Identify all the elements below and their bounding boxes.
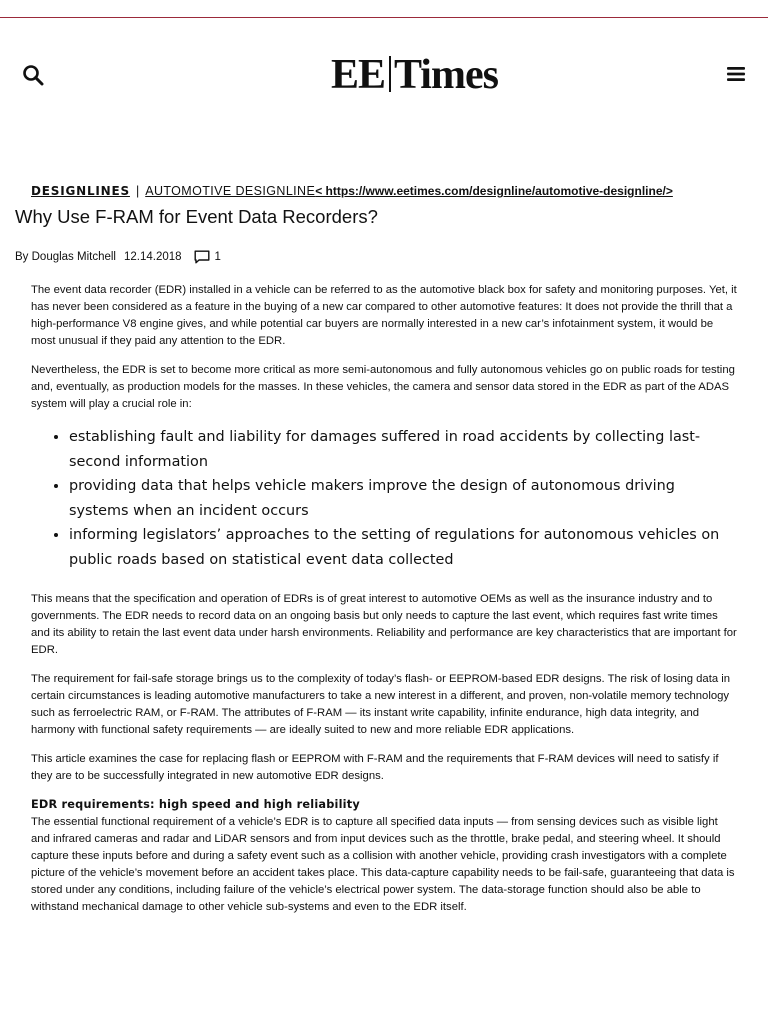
logo-text-times: Times (394, 52, 498, 98)
breadcrumb-separator: | (135, 184, 140, 198)
article-body (31, 282, 737, 928)
article-paragraph: The requirement for fail-safe storage brings us to the complexity of today’s flash- or EEPROM-based EDR designs. The risk of losing data in certain circumstances is leading automotive manufacturers to take a new interest in a different, and proven, non-volatile memory technology such as ferroelectric RAM, or F-RAM. The attributes of F-RAM — its instant write capability, infinite endurance, high data integrity, and harmony with functional safety requirements — are ideally suited to new and more reliable EDR applications. (31, 673, 731, 736)
breadcrumb-automotive-designline-link[interactable]: AUTOMOTIVE DESIGNLINE (145, 184, 316, 198)
article-title: Why Use F-RAM for Event Data Recorders? (15, 206, 378, 227)
logo-divider (389, 56, 391, 92)
list-item: • establishing fault and liability for damages suffered in road accidents by collecting last-second information (69, 425, 737, 474)
list-item: • providing data that helps vehicle makers improve the design of autonomous driving systems when an incident occurs (69, 474, 737, 523)
search-icon[interactable] (22, 64, 44, 86)
article-paragraph: The essential functional requirement of a vehicle’s EDR is to capture all specified data inputs — from sensing devices such as visible light and infrared cameras and radar and LiDAR sensors and from input devices such as the throttle, brake pedal, and steering wheel. It should capture these inputs before and during a safety event such as a collision with another vehicle, providing crash investigators with a complete picture of the vehicle’s movement before an accident takes place. This data-capture capability needs to be fail-safe, guaranteeing that data is stored under any conditions, including failure of the vehicle’s electrical power system. The data-storage function should also be able to withstand mechanical damage to other vehicle sub-systems and even to the EDR itself. (31, 816, 735, 913)
section-subheading: EDR requirements: high speed and high reliability (31, 798, 360, 811)
logo-text-ee: EE (331, 52, 386, 98)
site-header (0, 18, 768, 118)
breadcrumb-url-link[interactable]: < https://www.eetimes.com/designline/automotive-designline/> (315, 184, 673, 198)
site-logo[interactable] (331, 51, 498, 99)
list-item: • informing legislators’ approaches to the setting of regulations for autonomous vehicles on public roads based on statistical event data collected (69, 523, 737, 572)
breadcrumb (31, 184, 673, 198)
bullet-list (31, 425, 737, 572)
article-paragraph: The event data recorder (EDR) installed in a vehicle can be referred to as the automotive black box for safety and monitoring purposes. Yet, it has never been considered as a feature in the buying of a new car compared to other automotive features: It does not provide the thrill that a high-performance V8 engine gives, and while potential car buyers are normally interested in a new car’s infotainment system, it would be most unusual if they paid any attention to the EDR. (31, 284, 737, 347)
breadcrumb-designlines-link[interactable]: DESIGNLINES (31, 184, 130, 198)
publish-date: 12.14.2018 (123, 251, 182, 263)
hamburger-menu-icon[interactable] (726, 64, 746, 84)
article-paragraph: Nevertheless, the EDR is set to become more critical as more semi-autonomous and fully autonomous vehicles go on public roads for testing and, eventually, as production models for the masses. In these vehicles, the camera and sensor data stored in the EDR as part of the ADAS system will play a crucial role in: (31, 364, 735, 410)
author-name[interactable]: By Douglas Mitchell (15, 251, 116, 263)
comment-icon[interactable] (194, 250, 210, 264)
comment-count[interactable]: 1 (214, 251, 221, 263)
article-paragraph: This article examines the case for replacing flash or EEPROM with F-RAM and the requirements that F-RAM devices will need to satisfy if they are to be successfully integrated in new automotive EDR designs. (31, 753, 719, 782)
article-paragraph: This means that the specification and operation of EDRs is of great interest to automotive OEMs as well as the insurance industry and to governments. The EDR needs to record data on an ongoing basis but only needs to capture the last event, which requires fast write times and its ability to retain the last event data under harsh environments. Reliability and performance are key characteristics that are important for EDR. (31, 593, 737, 656)
article-byline (15, 250, 221, 264)
